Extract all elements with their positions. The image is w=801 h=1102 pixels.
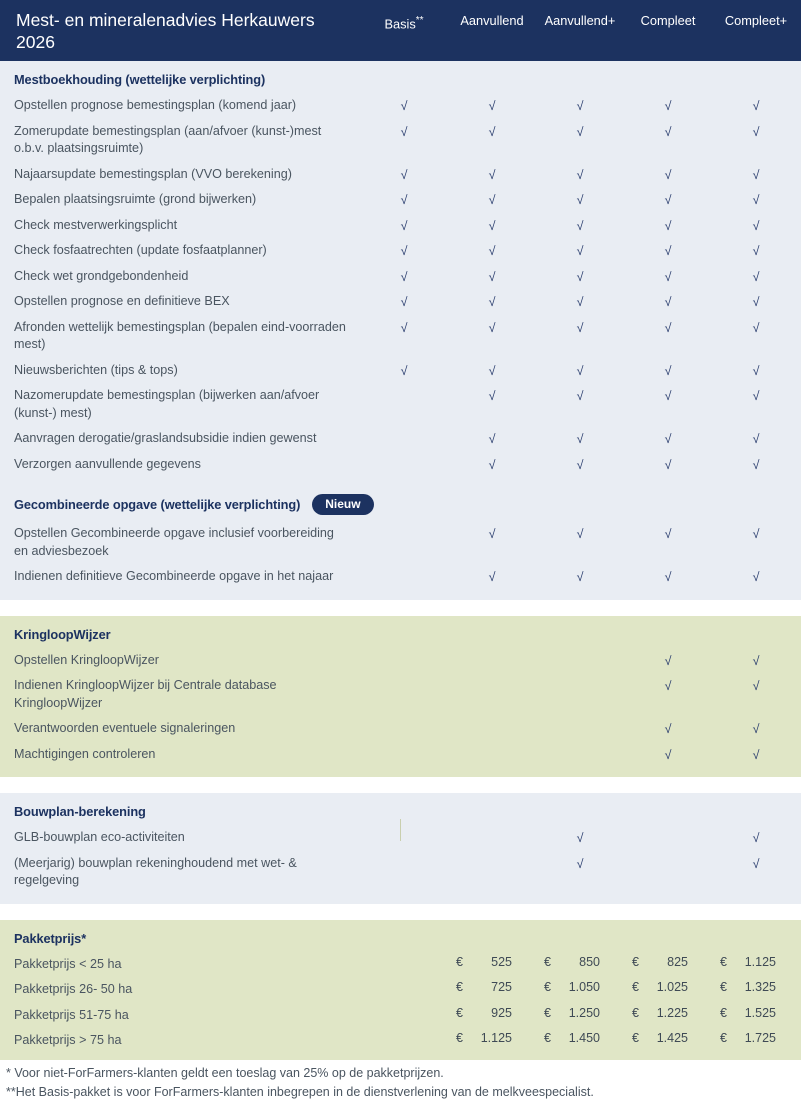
cell-check-icon: √ xyxy=(664,99,672,113)
section-divider xyxy=(0,904,801,920)
price-cell xyxy=(448,979,536,996)
cell-check-icon: √ xyxy=(752,167,760,182)
price-cell xyxy=(712,979,800,996)
table-header xyxy=(0,0,801,61)
price-row xyxy=(0,977,801,1003)
currency-symbol: € xyxy=(544,1031,551,1045)
table-row xyxy=(0,564,801,590)
table-row xyxy=(0,289,801,315)
column-header-aanvullend-label: Aanvullend xyxy=(460,13,524,28)
price-amount: 1.425 xyxy=(656,1031,688,1045)
row-label: Check fosfaatrechten (update fosfaatplanner) xyxy=(14,243,267,257)
cell-check-icon: √ xyxy=(664,432,672,446)
cell-check-icon: √ xyxy=(752,193,760,207)
cell-empty xyxy=(448,718,536,721)
cell-empty xyxy=(360,385,448,388)
cell-check-icon: √ xyxy=(576,457,584,472)
row-label: Check wet grondgebondenheid xyxy=(14,268,189,283)
cell-empty xyxy=(360,523,448,526)
section-title-gecombineerde-opgave xyxy=(0,491,801,521)
cell-empty xyxy=(624,827,712,830)
cell-check-icon: √ xyxy=(664,363,672,378)
section-kringloopwijzer xyxy=(0,616,801,778)
cell-empty xyxy=(448,675,536,678)
column-header-basis-footnote-marker: ** xyxy=(415,15,424,26)
cell-check-icon: √ xyxy=(752,320,760,335)
row-label: Opstellen prognose en definitieve BEX xyxy=(14,294,230,308)
column-header-compleet-plus-label: Compleet+ xyxy=(724,13,788,28)
cell-check-icon: √ xyxy=(488,218,496,233)
cell-check-icon: √ xyxy=(400,218,408,233)
price-cell xyxy=(448,1030,536,1047)
currency-symbol: € xyxy=(720,980,727,994)
cell-check-icon: √ xyxy=(752,389,760,403)
price-amount: 1.725 xyxy=(744,1031,776,1045)
currency-symbol: € xyxy=(544,980,551,994)
currency-symbol: € xyxy=(632,980,639,994)
cell-check-icon: √ xyxy=(400,320,408,335)
cell-check-icon: √ xyxy=(664,124,672,139)
cell-check-icon: √ xyxy=(752,679,760,693)
table-row xyxy=(0,358,801,384)
cell-empty xyxy=(360,566,448,569)
cell-check-icon: √ xyxy=(400,99,408,113)
cell-empty xyxy=(448,827,536,830)
cell-check-icon: √ xyxy=(752,856,760,871)
cell-check-icon: √ xyxy=(400,193,408,207)
cell-check-icon: √ xyxy=(752,747,760,762)
column-header-aanvullend-plus xyxy=(536,9,624,31)
column-header-basis-label: Basis xyxy=(384,16,416,32)
price-amount: 1.125 xyxy=(744,954,776,969)
cell-empty xyxy=(360,675,448,678)
section-title-text: Bouwplan-berekening xyxy=(14,804,146,819)
cell-check-icon: √ xyxy=(400,363,408,378)
cell-empty xyxy=(360,454,448,457)
price-amount: 525 xyxy=(491,954,512,969)
cell-check-icon: √ xyxy=(576,432,584,446)
price-row-label: Pakketprijs < 25 ha xyxy=(14,956,122,971)
cell-check-icon: √ xyxy=(576,831,584,845)
cell-empty xyxy=(448,650,536,653)
section-title-text: KringloopWijzer xyxy=(14,626,111,642)
cell-check-icon: √ xyxy=(488,193,496,207)
cell-empty xyxy=(360,428,448,431)
cell-check-icon: √ xyxy=(752,99,760,113)
footnotes xyxy=(0,1060,801,1102)
cell-check-icon: √ xyxy=(752,653,760,668)
table-row xyxy=(0,315,801,358)
footnote-2: **Het Basis-pakket is voor ForFarmers-klanten inbegrepen in de dienstverlening van de melkveespecialist. xyxy=(6,1084,594,1099)
currency-symbol: € xyxy=(456,1031,463,1045)
table-row xyxy=(0,521,801,564)
cell-check-icon: √ xyxy=(576,856,584,871)
cell-check-icon: √ xyxy=(664,527,672,541)
price-row-label: Pakketprijs > 75 ha xyxy=(14,1033,122,1047)
cell-check-icon: √ xyxy=(752,432,760,446)
cell-check-icon: √ xyxy=(752,831,760,845)
row-label: Najaarsupdate bemestingsplan (VVO berekening) xyxy=(14,166,292,181)
cell-check-icon: √ xyxy=(752,269,760,284)
cell-check-icon: √ xyxy=(576,389,584,403)
column-header-compleet-plus xyxy=(712,9,800,31)
cell-check-icon: √ xyxy=(664,679,672,693)
cell-check-icon: √ xyxy=(664,193,672,207)
section-rows-pakketprijs xyxy=(0,952,801,1054)
cell-check-icon: √ xyxy=(576,193,584,207)
table-row xyxy=(0,851,801,894)
row-label: Zomerupdate bemestingsplan (aan/afvoer (kunst-)mest o.b.v. plaatsingsruimte) xyxy=(14,123,322,155)
cell-check-icon: √ xyxy=(664,269,672,284)
row-label: GLB-bouwplan eco-activiteiten xyxy=(14,830,185,844)
cell-empty xyxy=(360,650,448,653)
section-divider xyxy=(0,777,801,793)
cell-check-icon: √ xyxy=(488,269,496,284)
price-amount: 1.325 xyxy=(744,980,776,994)
row-label: Afronden wettelijk bemestingsplan (bepalen eind-voorraden mest) xyxy=(14,319,346,351)
currency-symbol: € xyxy=(544,954,551,969)
cell-empty xyxy=(360,718,448,721)
cell-check-icon: √ xyxy=(576,570,584,584)
section-bouwplan-berekening xyxy=(0,793,801,904)
row-label: Nieuwsberichten (tips & tops) xyxy=(14,362,178,377)
section-pakketprijs xyxy=(0,920,801,1060)
cell-check-icon: √ xyxy=(488,363,496,378)
section-title-pakketprijs xyxy=(0,928,801,952)
column-header-basis xyxy=(360,9,448,34)
cell-check-icon: √ xyxy=(488,99,496,113)
row-label: Opstellen prognose bemestingsplan (komend jaar) xyxy=(14,98,297,112)
table-row xyxy=(0,264,801,290)
price-amount: 1.125 xyxy=(480,1031,512,1045)
cell-check-icon: √ xyxy=(664,244,672,258)
cell-check-icon: √ xyxy=(400,167,408,182)
table-row xyxy=(0,187,801,213)
cell-check-icon: √ xyxy=(664,389,672,403)
section-title-mestboekhouding xyxy=(0,69,801,93)
cell-check-icon: √ xyxy=(752,295,760,309)
price-row-label: Pakketprijs 51-75 ha xyxy=(14,1007,129,1022)
price-row xyxy=(0,1003,801,1029)
section-title-text: Gecombineerde opgave (wettelijke verplichting) xyxy=(14,497,301,512)
cell-check-icon: √ xyxy=(752,570,760,584)
table-row xyxy=(0,452,801,478)
cell-empty xyxy=(624,853,712,856)
cell-check-icon: √ xyxy=(576,167,584,182)
cell-check-icon: √ xyxy=(752,527,760,541)
price-amount: 725 xyxy=(491,980,512,994)
table-row xyxy=(0,742,801,768)
cell-check-icon: √ xyxy=(664,218,672,233)
cell-check-icon: √ xyxy=(488,167,496,182)
row-label: Indienen KringloopWijzer bij Centrale database KringloopWijzer xyxy=(14,678,277,710)
cell-check-icon: √ xyxy=(576,527,584,541)
row-label: Bepalen plaatsingsruimte (grond bijwerken) xyxy=(14,192,257,206)
section-title-text: Pakketprijs* xyxy=(14,930,87,946)
price-amount: 1.050 xyxy=(568,980,600,994)
column-header-compleet xyxy=(624,9,712,31)
section-divider xyxy=(0,600,801,616)
price-amount: 1.025 xyxy=(656,980,688,994)
row-label: Verantwoorden eventuele signaleringen xyxy=(14,721,236,735)
page-title: Mest- en mineralenadvies Herkauwers 2026 xyxy=(16,10,315,52)
table-row xyxy=(0,648,801,674)
cell-check-icon: √ xyxy=(488,389,496,403)
cell-empty xyxy=(536,675,624,678)
price-amount: 1.225 xyxy=(656,1005,688,1020)
new-badge: Nieuw xyxy=(312,494,373,515)
section-title-text: Mestboekhouding (wettelijke verplichting) xyxy=(14,72,266,87)
cell-check-icon: √ xyxy=(488,320,496,335)
cell-empty xyxy=(536,744,624,747)
section-rows-kringloopwijzer xyxy=(0,648,801,768)
table-row xyxy=(0,673,801,716)
cell-check-icon: √ xyxy=(576,218,584,233)
price-cell xyxy=(536,979,624,996)
cell-check-icon: √ xyxy=(664,295,672,309)
cell-empty xyxy=(536,718,624,721)
price-cell xyxy=(536,1030,624,1047)
currency-symbol: € xyxy=(632,1005,639,1020)
cell-check-icon: √ xyxy=(664,747,672,762)
column-rule-artifact xyxy=(400,819,401,841)
cell-check-icon: √ xyxy=(576,244,584,258)
cell-check-icon: √ xyxy=(664,167,672,182)
cell-check-icon: √ xyxy=(576,295,584,309)
row-label: (Meerjarig) bouwplan rekeninghoudend met wet- & regelgeving xyxy=(14,855,297,887)
price-amount: 850 xyxy=(579,954,600,969)
currency-symbol: € xyxy=(632,954,639,969)
cell-check-icon: √ xyxy=(752,722,760,736)
table-row xyxy=(0,716,801,742)
price-row-label: Pakketprijs 26- 50 ha xyxy=(14,982,133,996)
price-cell xyxy=(448,954,536,971)
row-label: Opstellen KringloopWijzer xyxy=(14,652,159,667)
cell-check-icon: √ xyxy=(488,124,496,139)
price-amount: 1.250 xyxy=(568,1005,600,1020)
cell-empty xyxy=(360,853,448,856)
currency-symbol: € xyxy=(456,1005,463,1020)
cell-check-icon: √ xyxy=(576,99,584,113)
price-amount: 825 xyxy=(667,954,688,969)
price-amount: 925 xyxy=(491,1005,512,1020)
currency-symbol: € xyxy=(720,1031,727,1045)
cell-check-icon: √ xyxy=(488,295,496,309)
cell-check-icon: √ xyxy=(576,124,584,139)
table-row xyxy=(0,119,801,162)
cell-check-icon: √ xyxy=(752,363,760,378)
cell-check-icon: √ xyxy=(576,320,584,335)
price-cell xyxy=(712,1005,800,1022)
cell-check-icon: √ xyxy=(576,363,584,378)
cell-check-icon: √ xyxy=(664,457,672,472)
price-cell xyxy=(712,1030,800,1047)
table-row xyxy=(0,213,801,239)
section-rows-mestboekhouding xyxy=(0,93,801,477)
cell-check-icon: √ xyxy=(752,218,760,233)
row-label: Aanvragen derogatie/graslandsubsidie indien gewenst xyxy=(14,431,317,445)
cell-check-icon: √ xyxy=(488,570,496,584)
cell-check-icon: √ xyxy=(488,527,496,541)
cell-empty xyxy=(448,744,536,747)
cell-check-icon: √ xyxy=(488,457,496,472)
price-cell xyxy=(624,979,712,996)
cell-check-icon: √ xyxy=(752,124,760,139)
column-header-aanvullend xyxy=(448,9,536,31)
cell-check-icon: √ xyxy=(400,124,408,139)
price-cell xyxy=(536,1005,624,1022)
cell-check-icon: √ xyxy=(400,269,408,284)
price-amount: 1.525 xyxy=(744,1005,776,1020)
column-header-aanvullend-plus-label: Aanvullend+ xyxy=(544,13,616,28)
cell-empty xyxy=(448,853,536,856)
cell-check-icon: √ xyxy=(400,244,408,258)
table-row xyxy=(0,162,801,188)
cell-check-icon: √ xyxy=(752,244,760,258)
row-label: Verzorgen aanvullende gegevens xyxy=(14,456,201,471)
cell-check-icon: √ xyxy=(488,244,496,258)
cell-empty xyxy=(536,650,624,653)
section-title-kringloopwijzer xyxy=(0,624,801,648)
price-cell xyxy=(448,1005,536,1022)
price-cell xyxy=(624,1005,712,1022)
table-row xyxy=(0,93,801,119)
currency-symbol: € xyxy=(720,954,727,969)
cell-empty xyxy=(360,827,448,830)
row-label: Check mestverwerkingsplicht xyxy=(14,217,178,232)
currency-symbol: € xyxy=(544,1005,551,1020)
cell-check-icon: √ xyxy=(400,295,408,309)
price-amount: 1.450 xyxy=(568,1031,600,1045)
cell-check-icon: √ xyxy=(664,570,672,584)
cell-check-icon: √ xyxy=(664,320,672,335)
row-label: Indienen definitieve Gecombineerde opgave in het najaar xyxy=(14,569,334,583)
currency-symbol: € xyxy=(720,1005,727,1020)
currency-symbol: € xyxy=(456,980,463,994)
footnote-1: * Voor niet-ForFarmers-klanten geldt een toeslag van 25% op de pakketprijzen. xyxy=(6,1065,444,1080)
price-row xyxy=(0,1028,801,1054)
table-row xyxy=(0,238,801,264)
cell-empty xyxy=(360,744,448,747)
table-row xyxy=(0,426,801,452)
cell-check-icon: √ xyxy=(664,653,672,668)
cell-check-icon: √ xyxy=(752,457,760,472)
table-row xyxy=(0,383,801,426)
cell-check-icon: √ xyxy=(576,269,584,284)
column-header-compleet-label: Compleet xyxy=(640,13,696,28)
price-row xyxy=(0,952,801,978)
section-rows-gecombineerde-opgave xyxy=(0,521,801,590)
cell-check-icon: √ xyxy=(488,432,496,446)
row-label: Opstellen Gecombineerde opgave inclusief voorbereiding en adviesbezoek xyxy=(14,526,334,558)
price-cell xyxy=(624,1030,712,1047)
cell-check-icon: √ xyxy=(664,722,672,736)
row-label: Nazomerupdate bemestingsplan (bijwerken aan/afvoer (kunst-) mest) xyxy=(14,388,320,420)
currency-symbol: € xyxy=(632,1031,639,1045)
currency-symbol: € xyxy=(456,954,463,969)
price-cell xyxy=(536,954,624,971)
section-mestboekhouding xyxy=(0,61,801,600)
price-cell xyxy=(712,954,800,971)
row-label: Machtigingen controleren xyxy=(14,746,156,761)
price-cell xyxy=(624,954,712,971)
